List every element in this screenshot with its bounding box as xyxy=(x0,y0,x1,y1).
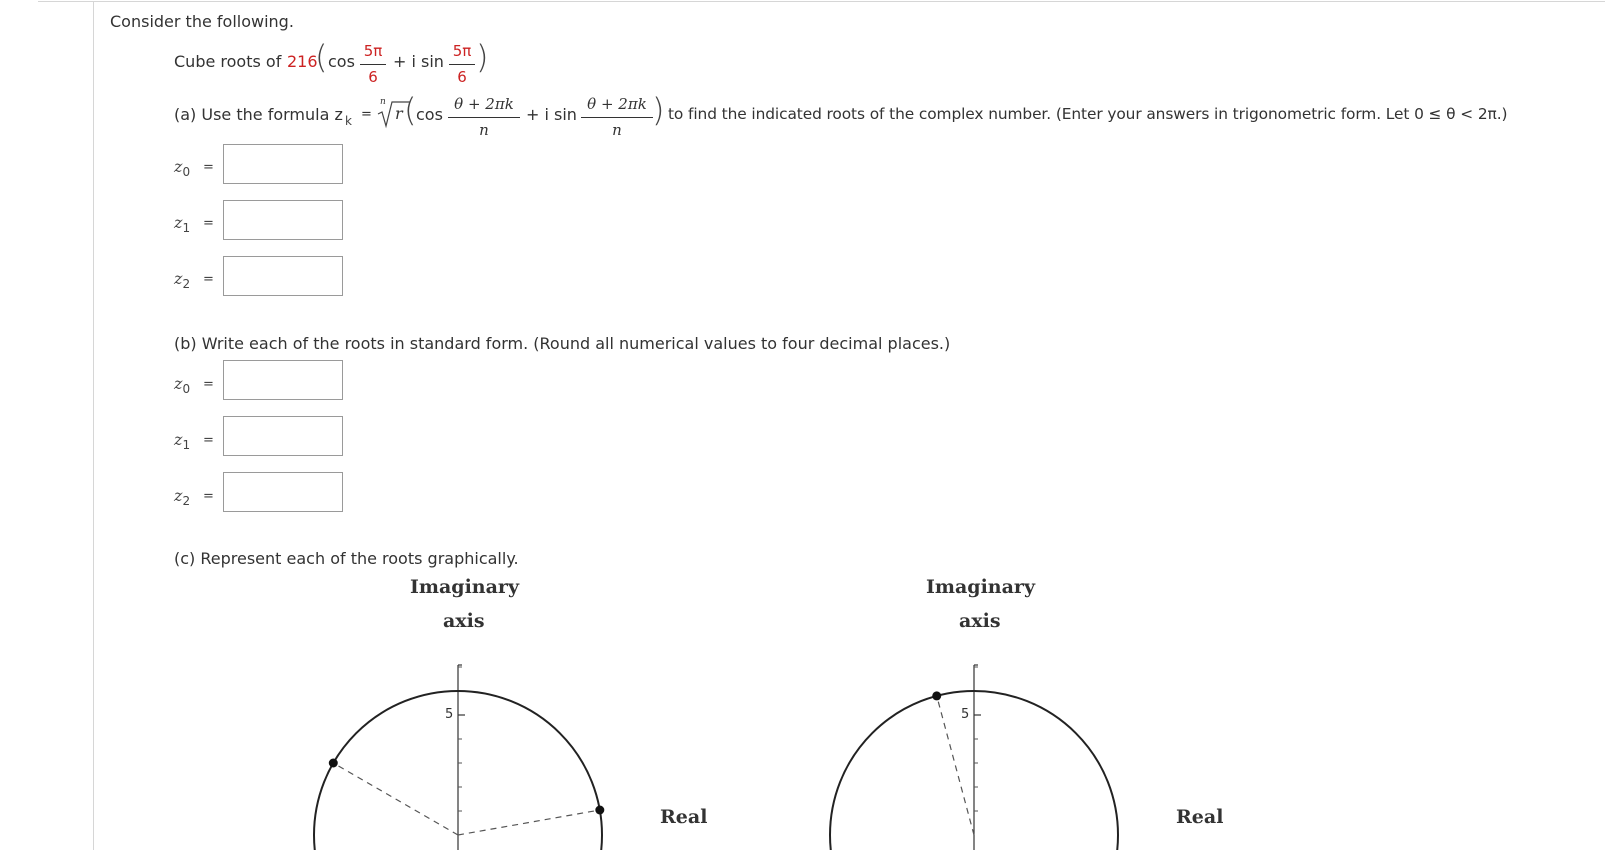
intro-text: Consider the following. xyxy=(110,12,294,31)
angle-numerator: 5π xyxy=(363,42,383,60)
equals-sign: = xyxy=(203,377,214,392)
angle-denominator: 6 xyxy=(368,68,378,86)
angle-denominator: 6 xyxy=(457,68,467,86)
part-c-prompt: (c) Represent each of the roots graphically. xyxy=(174,549,519,568)
fraction-denominator: n xyxy=(612,121,622,139)
tick-label-5: 5 xyxy=(961,707,970,722)
z0-label: $z_0$ xyxy=(174,157,191,180)
part-a-sub-k: k xyxy=(345,114,352,128)
formula-plus-i-sin: + i sin xyxy=(526,105,577,124)
fraction-denominator: n xyxy=(479,121,489,139)
axis-label: axis xyxy=(443,610,485,632)
equals-sign: = xyxy=(203,216,214,231)
formula-right-paren: ) xyxy=(652,91,665,129)
part-a-suffix: to find the indicated roots of the complex number. (Enter your answers in trigonometric form. Let 0 ≤ θ < 2π.) xyxy=(668,105,1508,123)
z1-label: $z_1$ xyxy=(174,430,191,453)
problem-modulus: 216 xyxy=(287,52,318,71)
equals-sign: = xyxy=(203,272,214,287)
left-paren: ( xyxy=(315,38,328,76)
root-radicand: r xyxy=(395,104,403,123)
angle-numerator: 5π xyxy=(452,42,472,60)
right-paren: ) xyxy=(476,38,489,76)
problem-cos: cos xyxy=(328,52,355,71)
fraction-numerator: θ + 2πk xyxy=(454,95,514,113)
imaginary-axis-label: Imaginary xyxy=(410,576,519,598)
part-b-prompt: (b) Write each of the roots in standard form. (Round all numerical values to four decimal places.) xyxy=(174,334,951,353)
equals-sign: = xyxy=(203,160,214,175)
z0-label: $z_0$ xyxy=(174,374,191,397)
formula-cos: cos xyxy=(416,105,443,124)
part-a-prefix: (a) Use the formula z xyxy=(174,105,343,124)
root-index: n xyxy=(380,97,386,107)
real-axis-label: Real xyxy=(660,806,708,828)
root-point xyxy=(932,691,941,700)
tick-label-5: 5 xyxy=(445,707,454,722)
root-ray xyxy=(937,696,974,835)
formula-left-paren: ( xyxy=(404,91,417,129)
axis-label: axis xyxy=(959,610,1001,632)
fraction-numerator: θ + 2πk xyxy=(587,95,647,113)
z1-label: $z_1$ xyxy=(174,213,191,236)
problem-plus-i-sin: + i sin xyxy=(393,52,444,71)
z2-label: $z_2$ xyxy=(174,269,191,292)
equals-sign: = xyxy=(203,489,214,504)
part-a-equals: = xyxy=(361,107,372,122)
z2-label: $z_2$ xyxy=(174,486,191,509)
real-axis-label: Real xyxy=(1176,806,1224,828)
problem-prefix: Cube roots of xyxy=(174,52,282,71)
imaginary-axis-label: Imaginary xyxy=(926,576,1035,598)
equals-sign: = xyxy=(203,433,214,448)
